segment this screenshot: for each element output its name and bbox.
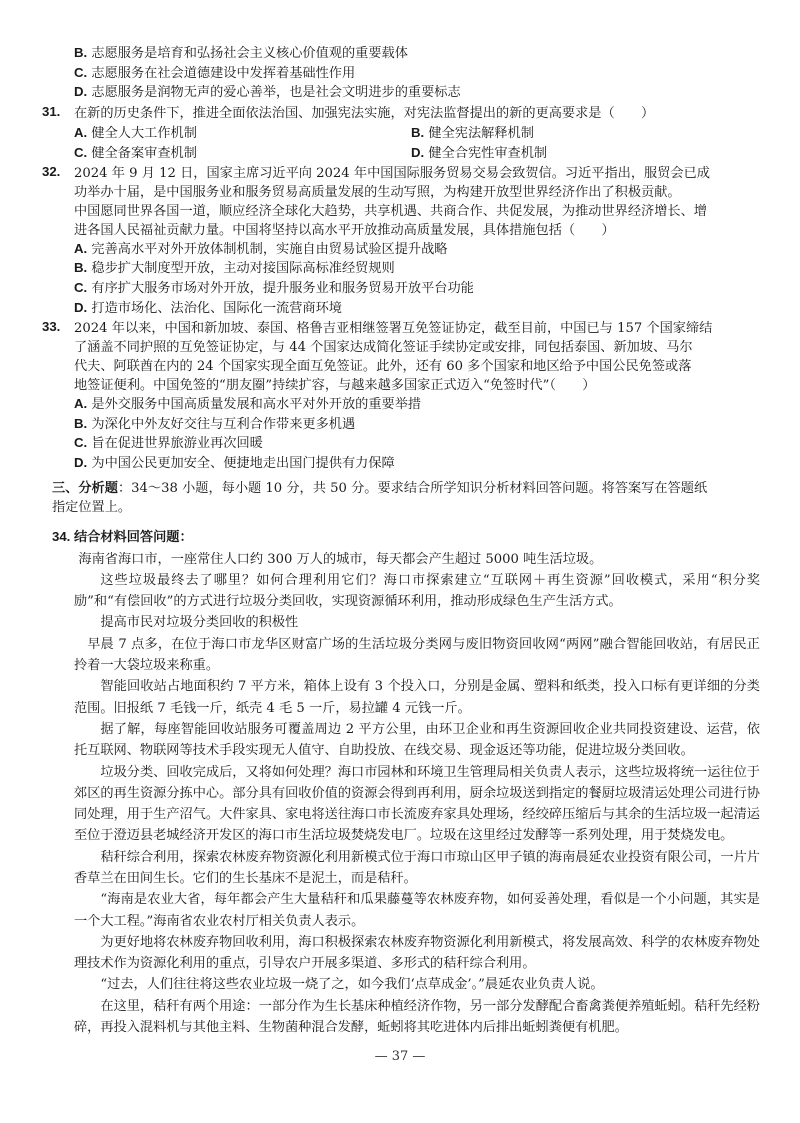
option-d: D. 打造市场化、法治化、国际化一流营商环境 xyxy=(74,299,342,316)
option-d: D. 为中国公民更加安全、便捷地走出国门提供有力保障 xyxy=(74,454,395,471)
section-instructions: ：34～38 小题，每小题 10 分，共 50 分。要求结合所学知识分析材料回答问题。将答案写在答题纸 xyxy=(117,480,708,496)
section-heading xyxy=(52,478,760,518)
material-paragraph: 在这里，秸秆有两个用途：一部分作为生长基床种植经济作物，另一部分发酵配合畜禽粪便养殖蚯蚓。秸秆先经粉碎，再投入混料机与其他主料、生物菌种混合发酵，蚯蚓将其吃进体内后排出蚯蚓粪便有机肥。 xyxy=(74,998,760,1036)
option-b: B. 志愿服务是培育和弘扬社会主义核心价值观的重要载体 xyxy=(74,45,408,61)
stem-line: 中国愿同世界各国一道，顺应经济全球化大趋势，共享机遇、共商合作、共促发展，为推动世界经济增长、增 xyxy=(74,203,707,219)
question-33 xyxy=(42,319,760,473)
question-34-material xyxy=(74,549,760,1039)
question-number: 31. xyxy=(42,103,61,119)
material-paragraph: “过去，人们往往将这些农业垃圾一烧了之，如今我们‘点草成金’。”晨延农业负责人说。 xyxy=(100,977,604,993)
option-c: C. 志愿服务在社会道德建设中发挥着基础性作用 xyxy=(74,64,356,81)
section-title: 三、分析题 xyxy=(52,479,118,495)
question-stem: 在新的历史条件下，推进全面依法治国、加强宪法实施，对宪法监督提出的新的更高要求是（ ） xyxy=(74,105,655,121)
material-paragraph: “海南是农业大省，每年都会产生大量秸秆和瓜果藤蔓等农林废弃物，如何妥善处理，看似是一个小问题，其实是一个大工程。”海南省农业农村厅相关负责人表示。 xyxy=(74,892,760,929)
option-a: A. 完善高水平对外开放体制机制，实施自由贸易试验区提升战略 xyxy=(74,240,448,257)
option-a: A. 健全人大工作机制 xyxy=(74,124,197,141)
material-paragraph: 智能回收站占地面积约 7 平方米，箱体上设有 3 个投入口，分别是金属、塑料和纸类，投入口标有更详细的分类范围。旧报纸 7 毛钱一斤，纸壳 4 毛 5 一斤，易拉罐 4 元钱一斤。 xyxy=(74,679,760,716)
option-d: D. 志愿服务是润物无声的爱心善举，也是社会文明进步的重要标志 xyxy=(74,84,461,101)
option-c: C. 健全备案审查机制 xyxy=(74,144,197,161)
option-d: D. 健全合宪性审查机制 xyxy=(411,144,548,161)
stem-line: 了涵盖不同护照的互免签证协定，与 44 个国家达成简化签证手续协定或安排，同包括泰国、新加坡、马尔 xyxy=(74,340,693,356)
option-b: B. 为深化中外友好交往与互利合作带来更多机遇 xyxy=(74,415,356,432)
stem-line: 2024 年以来，中国和新加坡、泰国、格鲁吉亚相继签署互免签证协定，截至目前，中国已与 157 个国家缔结 xyxy=(74,321,713,337)
stem-line: 地签证便利。中国免签的“朋友圈”持续扩容，与越来越多国家正式迈入“免签时代”（ ） xyxy=(74,378,596,394)
material-paragraph: 海南省海口市，一座常住人口约 300 万人的城市，每天都会产生超过 5000 吨生活垃圾。 xyxy=(78,551,603,567)
material-paragraph: 这些垃圾最终去了哪里？如何合理利用它们？海口市探索建立“互联网＋再生资源”回收模式，采用“积分奖励”和“有偿回收”的方式进行垃圾分类回收，实现资源循环利用，推动形成绿色生产生活方式。 xyxy=(74,572,760,610)
option-c: C. 有序扩大服务市场对外开放，提升服务业和服务贸易开放平台功能 xyxy=(74,279,474,296)
stem-line: 进各国人民福祉贡献力量。中国将坚持以高水平开放推动高质量发展，具体措施包括（ ） xyxy=(74,222,615,238)
material-subheading: 提高市民对垃圾分类回收的积极性 xyxy=(100,615,299,631)
material-paragraph: 秸秆综合利用，探索农林废弃物资源化利用新模式位于海口市琼山区甲子镇的海南晨延农业投资有限公司，一片片香草兰在田间生长。它们的生长基床不是泥土，而是秸秆。 xyxy=(74,849,760,886)
q30-options-continued xyxy=(74,44,760,103)
stem-line: 代夫、阿联酋在内的 24 个国家实现全面互免签证。此外，还有 60 多个国家和地区给予中国公民免签或落 xyxy=(74,359,692,375)
stem-line: 2024 年 9 月 12 日，国家主席习近平向 2024 年中国国际服务贸易交易会致贺信。习近平指出，服贸会已成 xyxy=(74,165,710,181)
question-31 xyxy=(42,103,760,163)
stem-line: 功举办十届，是中国服务业和服务贸易高质量发展的生动写照，为构建开放型世界经济作出了积极贡献。 xyxy=(74,184,681,200)
material-paragraph: 据了解，每座智能回收站服务可覆盖周边 2 平方公里，由环卫企业和再生资源回收企业共同投资建设、运营，依托互联网、物联网等技术手段实现无人值守、自助投放、在线交易、现金返还等功能，促进垃圾分类回收。 xyxy=(74,721,760,759)
question-34-title: 34. 结合材料回答问题： xyxy=(52,528,193,544)
option-c: C. 旨在促进世界旅游业再次回暖 xyxy=(74,435,263,452)
material-paragraph: 早晨 7 点多，在位于海口市龙华区财富广场的生活垃圾分类网与废旧物资回收网“两网”融合智能回收站，有居民正拎着一大袋垃圾来称重。 xyxy=(74,636,760,674)
option-a: A. 是外交服务中国高质量发展和高水平对外开放的重要举措 xyxy=(74,396,422,413)
material-paragraph: 垃圾分类、回收完成后，又将如何处理？海口市园林和环境卫生管理局相关负责人表示，这些垃圾将统一运往位于郊区的再生资源分拣中心。部分具有回收价值的资源会得到再利用，厨余垃圾送到指定的餐厨垃圾清运处理公司进行协同处理，用于生产沼气。大件家具、家电将送往海口市长流废弃家具处理场，经绞碎压缩后与其余的生活垃圾一起清运至位于澄迈县老城经济开发区的海口市生活垃圾焚烧发电厂。垃圾在这里经过发酵等一系列处理，用于焚烧发电。 xyxy=(74,764,760,844)
material-paragraph: 为更好地将农林废弃物回收利用，海口积极探索农林废弃物资源化利用新模式，将发展高效、科学的农林废弃物处理技术作为资源化利用的重点，引导农户开展多渠道、多形式的秸秆综合利用。 xyxy=(74,934,760,972)
option-b: B. 健全宪法解释机制 xyxy=(411,124,534,141)
section-instructions-cont: 指定位置上。 xyxy=(52,500,132,516)
question-number: 33. xyxy=(42,319,61,335)
page-number: — 37 — xyxy=(374,1049,426,1064)
question-number: 32. xyxy=(42,163,61,179)
question-32 xyxy=(42,163,760,318)
option-b: B. 稳步扩大制度型开放，主动对接国际高标准经贸规则 xyxy=(74,260,395,277)
